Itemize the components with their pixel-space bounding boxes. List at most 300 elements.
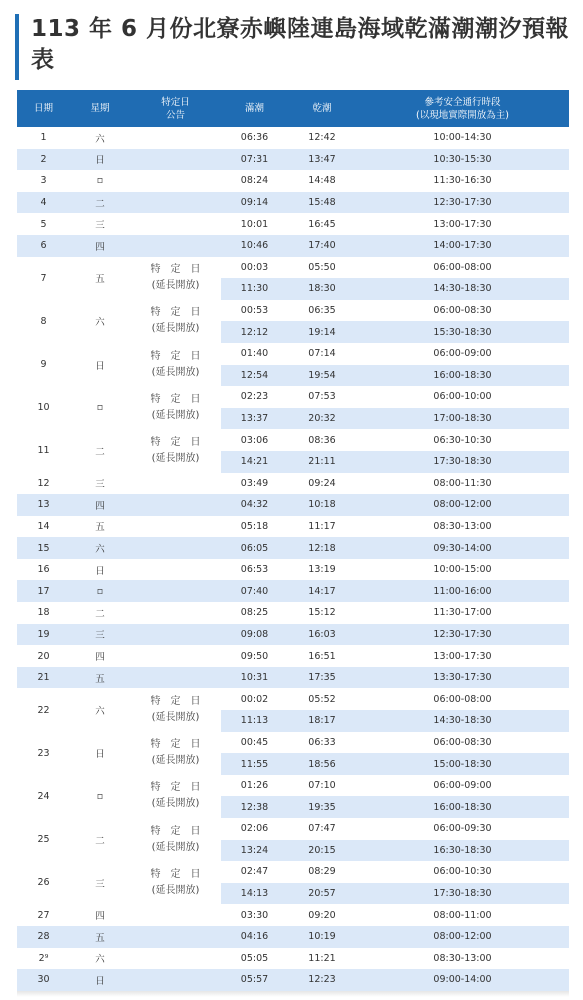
special-day-cell (130, 494, 221, 516)
weekday-cell: 四 (70, 235, 130, 257)
safe-window-cell: 06:00-08:30 (433, 736, 492, 748)
low-tide-cell: 18:17 (308, 715, 336, 727)
special-day-label: 特 定 日 (150, 739, 201, 751)
special-day-cell (130, 257, 221, 300)
tide-subrows (221, 473, 569, 495)
special-day-cell (130, 386, 221, 429)
high-tide-cell: 14:13 (240, 888, 269, 900)
low-tide-cell: 19:54 (308, 369, 336, 381)
weekday-cell: 二 (70, 602, 130, 624)
special-day-label: 特 定 日 (150, 393, 201, 405)
tide-subrows (221, 818, 569, 861)
special-day-cell (130, 300, 221, 343)
safe-window-cell: 06:00-08:30 (433, 305, 492, 317)
low-tide-cell: 18:30 (308, 283, 336, 295)
special-day-note: (延長開放) (151, 712, 200, 724)
safe-window-cell: 13:00-17:30 (433, 650, 492, 662)
table-row (221, 494, 569, 516)
table-row (221, 580, 569, 602)
day-group (17, 645, 569, 667)
low-tide-cell: 06:35 (308, 305, 336, 317)
table-body (17, 127, 569, 991)
special-day-cell (130, 861, 221, 904)
special-day-cell (130, 343, 221, 386)
weekday-cell: 五 (70, 516, 130, 538)
special-day-label: 特 定 日 (150, 696, 201, 708)
high-tide-cell: 11:30 (240, 283, 269, 295)
title-block (15, 14, 579, 80)
table-row (221, 969, 569, 991)
header-special-line2: 公告 (165, 109, 185, 121)
high-tide-cell: 02:23 (240, 391, 269, 403)
date-cell: 28 (17, 926, 70, 948)
day-group (17, 127, 569, 149)
safe-window-cell: 12:30-17:30 (433, 628, 492, 640)
special-day-cell (130, 904, 221, 926)
safe-window-cell: 08:30-13:00 (433, 952, 492, 964)
safe-window-cell: 10:00-15:00 (433, 564, 492, 576)
tide-subrows (221, 300, 569, 343)
low-tide-cell: 11:17 (308, 520, 336, 532)
low-tide-cell: 21:11 (308, 456, 336, 468)
special-day-cell (130, 688, 221, 731)
low-tide-cell: 16:45 (308, 218, 336, 230)
tide-subrows (221, 580, 569, 602)
day-group (17, 300, 569, 343)
weekday-cell: 三 (70, 861, 130, 904)
tide-subrows (221, 732, 569, 775)
tide-subrows (221, 170, 569, 192)
weekday-cell: 六 (70, 537, 130, 559)
high-tide-cell: 09:50 (240, 650, 269, 662)
low-tide-cell: 07:14 (308, 348, 336, 360)
header-safe-window (356, 90, 569, 127)
safe-window-cell: 11:30-16:30 (433, 175, 492, 187)
header-safe-line2: (以現地實際開放為主) (416, 109, 509, 121)
special-day-cell (130, 667, 221, 689)
date-cell: 14 (17, 516, 70, 538)
safe-window-cell: 08:00-12:00 (433, 931, 492, 943)
low-tide-cell: 09:20 (308, 909, 336, 921)
special-day-note: (延長開放) (151, 798, 200, 810)
low-tide-cell: 10:19 (308, 931, 336, 943)
day-group (17, 667, 569, 689)
special-day-cell (130, 429, 221, 472)
safe-window-cell: 15:00-18:30 (433, 758, 492, 770)
high-tide-cell: 12:54 (240, 369, 269, 381)
day-group (17, 213, 569, 235)
tide-subrows (221, 192, 569, 214)
low-tide-cell: 19:14 (308, 326, 336, 338)
date-cell: 26 (17, 861, 70, 904)
high-tide-cell: 05:18 (240, 520, 269, 532)
safe-window-cell: 11:00-16:00 (433, 585, 492, 597)
weekday-cell: ▫ (70, 775, 130, 818)
date-cell: 4 (17, 192, 70, 214)
safe-window-cell: 14:30-18:30 (433, 715, 492, 727)
tide-subrows (221, 948, 569, 970)
weekday-cell: 四 (70, 904, 130, 926)
day-group (17, 386, 569, 429)
high-tide-cell: 03:06 (240, 434, 269, 446)
weekday-cell: 六 (70, 127, 130, 149)
low-tide-cell: 10:18 (308, 499, 336, 511)
day-group (17, 926, 569, 948)
low-tide-cell: 19:35 (308, 801, 336, 813)
weekday-cell: 二 (70, 818, 130, 861)
special-day-cell (130, 775, 221, 818)
low-tide-cell: 08:36 (308, 434, 336, 446)
high-tide-cell: 00:03 (240, 261, 269, 273)
special-day-note: (延長開放) (151, 452, 200, 464)
special-day-label: 特 定 日 (150, 868, 201, 880)
date-cell: 27 (17, 904, 70, 926)
table-row (221, 559, 569, 581)
low-tide-cell: 14:48 (308, 175, 336, 187)
safe-window-cell: 06:00-10:00 (433, 391, 492, 403)
weekday-cell: 二 (70, 429, 130, 472)
weekday-cell: 三 (70, 473, 130, 495)
safe-window-cell: 09:00-14:00 (433, 974, 492, 986)
special-day-cell (130, 235, 221, 257)
weekday-cell: 三 (70, 624, 130, 646)
table-row (221, 429, 569, 451)
low-tide-cell: 17:40 (308, 240, 336, 252)
safe-window-cell: 14:00-17:30 (433, 240, 492, 252)
special-day-cell (130, 645, 221, 667)
special-day-note: (延長開放) (151, 323, 200, 335)
tide-table (17, 90, 569, 991)
table-row (221, 170, 569, 192)
tide-subrows (221, 516, 569, 538)
date-cell: 30 (17, 969, 70, 991)
table-row (221, 408, 569, 430)
high-tide-cell: 01:26 (240, 780, 269, 792)
day-group (17, 818, 569, 861)
day-group (17, 516, 569, 538)
high-tide-cell: 02:06 (240, 823, 269, 835)
table-row (221, 883, 569, 905)
special-day-label: 特 定 日 (150, 350, 201, 362)
header-special-line1: 特定日 (161, 96, 190, 108)
high-tide-cell: 12:38 (240, 801, 269, 813)
table-row (221, 602, 569, 624)
table-row (221, 796, 569, 818)
table-row (221, 818, 569, 840)
high-tide-cell: 00:02 (240, 693, 269, 705)
date-cell: 10 (17, 386, 70, 429)
tide-subrows (221, 235, 569, 257)
day-group (17, 580, 569, 602)
table-row (221, 667, 569, 689)
date-cell: 19 (17, 624, 70, 646)
day-group (17, 732, 569, 775)
day-group (17, 688, 569, 731)
date-cell: 20 (17, 645, 70, 667)
date-cell: 16 (17, 559, 70, 581)
safe-window-cell: 08:00-11:30 (433, 477, 492, 489)
table-row (221, 192, 569, 214)
table-row (221, 948, 569, 970)
special-day-cell (130, 473, 221, 495)
weekday-cell: 二 (70, 192, 130, 214)
special-day-cell (130, 213, 221, 235)
low-tide-cell: 16:03 (308, 628, 336, 640)
high-tide-cell: 12:12 (240, 326, 269, 338)
high-tide-cell: 06:53 (240, 564, 269, 576)
weekday-cell: 六 (70, 948, 130, 970)
low-tide-cell: 20:15 (308, 844, 336, 856)
day-group (17, 257, 569, 300)
weekday-cell: 五 (70, 667, 130, 689)
safe-window-cell: 11:30-17:00 (433, 607, 492, 619)
table-row (221, 645, 569, 667)
special-day-note: (延長開放) (151, 409, 200, 421)
table-row (221, 732, 569, 754)
table-row (221, 365, 569, 387)
tide-subrows (221, 494, 569, 516)
special-day-cell (130, 149, 221, 171)
low-tide-cell: 07:47 (308, 823, 336, 835)
tide-subrows (221, 213, 569, 235)
date-cell: 8 (17, 300, 70, 343)
date-cell: 1 (17, 127, 70, 149)
table-bottom-shadow (17, 991, 569, 997)
high-tide-cell: 04:16 (240, 931, 269, 943)
date-cell: 3 (17, 170, 70, 192)
weekday-cell: 日 (70, 732, 130, 775)
low-tide-cell: 07:10 (308, 780, 336, 792)
tide-subrows (221, 688, 569, 731)
low-tide-cell: 18:56 (308, 758, 336, 770)
day-group (17, 494, 569, 516)
high-tide-cell: 10:46 (240, 240, 269, 252)
special-day-cell (130, 192, 221, 214)
high-tide-cell: 08:24 (240, 175, 269, 187)
high-tide-cell: 03:49 (240, 477, 269, 489)
low-tide-cell: 08:29 (308, 866, 336, 878)
tide-subrows (221, 429, 569, 472)
high-tide-cell: 06:05 (240, 542, 269, 554)
day-group (17, 969, 569, 991)
date-cell: 9 (17, 343, 70, 386)
date-cell: 2 (17, 149, 70, 171)
safe-window-cell: 16:00-18:30 (433, 801, 492, 813)
day-group (17, 559, 569, 581)
date-cell: 24 (17, 775, 70, 818)
low-tide-cell: 17:35 (308, 672, 336, 684)
special-day-cell (130, 732, 221, 775)
safe-window-cell: 15:30-18:30 (433, 326, 492, 338)
low-tide-cell: 05:52 (308, 693, 336, 705)
low-tide-cell: 15:12 (308, 607, 336, 619)
safe-window-cell: 17:00-18:30 (433, 413, 492, 425)
date-cell: 15 (17, 537, 70, 559)
table-row (221, 321, 569, 343)
header-date: 日期 (33, 103, 53, 114)
day-group (17, 429, 569, 472)
safe-window-cell: 17:30-18:30 (433, 456, 492, 468)
special-day-cell (130, 948, 221, 970)
safe-window-cell: 17:30-18:30 (433, 888, 492, 900)
high-tide-cell: 07:31 (240, 153, 269, 165)
table-row (221, 926, 569, 948)
special-day-cell (130, 580, 221, 602)
high-tide-cell: 00:45 (240, 736, 269, 748)
high-tide-cell: 02:47 (240, 866, 269, 878)
special-day-cell (130, 516, 221, 538)
safe-window-cell: 16:30-18:30 (433, 844, 492, 856)
high-tide-cell: 09:08 (240, 628, 269, 640)
table-row (221, 624, 569, 646)
safe-window-cell: 13:30-17:30 (433, 672, 492, 684)
high-tide-cell: 14:21 (240, 456, 269, 468)
weekday-cell: 四 (70, 494, 130, 516)
special-day-note: (延長開放) (151, 884, 200, 896)
low-tide-cell: 15:48 (308, 197, 336, 209)
table-row (221, 278, 569, 300)
special-day-cell (130, 127, 221, 149)
tide-subrows (221, 386, 569, 429)
table-row (221, 127, 569, 149)
tide-subrows (221, 257, 569, 300)
weekday-cell: 六 (70, 688, 130, 731)
safe-window-cell: 06:00-09:00 (433, 780, 492, 792)
day-group (17, 624, 569, 646)
table-row (221, 235, 569, 257)
high-tide-cell: 05:05 (240, 952, 269, 964)
special-day-cell (130, 624, 221, 646)
safe-window-cell: 12:30-17:30 (433, 197, 492, 209)
tide-subrows (221, 537, 569, 559)
table-row (221, 213, 569, 235)
low-tide-cell: 05:50 (308, 261, 336, 273)
high-tide-cell: 07:40 (240, 585, 269, 597)
page-title: 113 年 6 月份北寮赤嶼陸連島海域乾滿潮潮汐預報表 (31, 16, 570, 73)
day-group (17, 235, 569, 257)
low-tide-cell: 07:53 (308, 391, 336, 403)
date-cell: 21 (17, 667, 70, 689)
safe-window-cell: 13:00-17:30 (433, 218, 492, 230)
table-row (221, 300, 569, 322)
weekday-cell: 日 (70, 559, 130, 581)
weekday-cell: 日 (70, 149, 130, 171)
header-special (130, 90, 221, 127)
date-cell: 12 (17, 473, 70, 495)
tide-subrows (221, 904, 569, 926)
table-row (221, 537, 569, 559)
tide-subrows (221, 926, 569, 948)
tide-subrows (221, 127, 569, 149)
low-tide-cell: 20:57 (308, 888, 336, 900)
safe-window-cell: 16:00-18:30 (433, 369, 492, 381)
header-weekday: 星期 (90, 103, 110, 114)
high-tide-cell: 11:13 (240, 715, 269, 727)
low-tide-cell: 13:19 (308, 564, 336, 576)
tide-subrows (221, 861, 569, 904)
special-day-note: (延長開放) (151, 755, 200, 767)
safe-window-cell: 06:00-08:00 (433, 261, 492, 273)
day-group (17, 537, 569, 559)
table-header (17, 90, 569, 127)
high-tide-cell: 03:30 (240, 909, 269, 921)
weekday-cell: 三 (70, 213, 130, 235)
table-row (221, 473, 569, 495)
special-day-note: (延長開放) (151, 841, 200, 853)
special-day-label: 特 定 日 (150, 825, 201, 837)
special-day-cell (130, 926, 221, 948)
weekday-cell: ▫ (70, 580, 130, 602)
table-row (221, 904, 569, 926)
safe-window-cell: 08:30-13:00 (433, 520, 492, 532)
weekday-cell: 五 (70, 257, 130, 300)
table-row (221, 386, 569, 408)
date-cell: 7 (17, 257, 70, 300)
weekday-cell: ▫ (70, 170, 130, 192)
tide-subrows (221, 775, 569, 818)
safe-window-cell: 06:00-08:00 (433, 693, 492, 705)
low-tide-cell: 12:23 (308, 974, 336, 986)
tide-subrows (221, 602, 569, 624)
special-day-label: 特 定 日 (150, 307, 201, 319)
day-group (17, 948, 569, 970)
tide-subrows (221, 343, 569, 386)
special-day-cell (130, 818, 221, 861)
date-cell: 22 (17, 688, 70, 731)
day-group (17, 192, 569, 214)
safe-window-cell: 08:00-11:00 (433, 909, 492, 921)
weekday-cell: 五 (70, 926, 130, 948)
low-tide-cell: 14:17 (308, 585, 336, 597)
safe-window-cell: 10:30-15:30 (433, 153, 492, 165)
tide-subrows (221, 149, 569, 171)
table-row (221, 257, 569, 279)
date-cell: 25 (17, 818, 70, 861)
special-day-label: 特 定 日 (150, 782, 201, 794)
special-day-cell (130, 559, 221, 581)
table-row (221, 710, 569, 732)
low-tide-cell: 13:47 (308, 153, 336, 165)
header-safe-line1: 參考安全通行時段 (424, 96, 501, 108)
special-day-label: 特 定 日 (150, 436, 201, 448)
low-tide-cell: 11:21 (308, 952, 336, 964)
weekday-cell: 六 (70, 300, 130, 343)
table-row (221, 516, 569, 538)
low-tide-cell: 12:18 (308, 542, 336, 554)
low-tide-cell: 20:32 (308, 413, 336, 425)
day-group (17, 602, 569, 624)
day-group (17, 149, 569, 171)
low-tide-cell: 09:24 (308, 477, 336, 489)
high-tide-cell: 06:36 (240, 132, 269, 144)
high-tide-cell: 01:40 (240, 348, 269, 360)
day-group (17, 473, 569, 495)
special-day-note: (延長開放) (151, 280, 200, 292)
high-tide-cell: 09:14 (240, 197, 269, 209)
tide-subrows (221, 624, 569, 646)
tide-subrows (221, 969, 569, 991)
date-cell: 23 (17, 732, 70, 775)
high-tide-cell: 05:57 (240, 974, 269, 986)
weekday-cell: 四 (70, 645, 130, 667)
low-tide-cell: 12:42 (308, 132, 336, 144)
table-row (221, 688, 569, 710)
day-group (17, 343, 569, 386)
safe-window-cell: 06:00-09:00 (433, 348, 492, 360)
date-cell: 6 (17, 235, 70, 257)
special-day-cell (130, 969, 221, 991)
table-row (221, 861, 569, 883)
